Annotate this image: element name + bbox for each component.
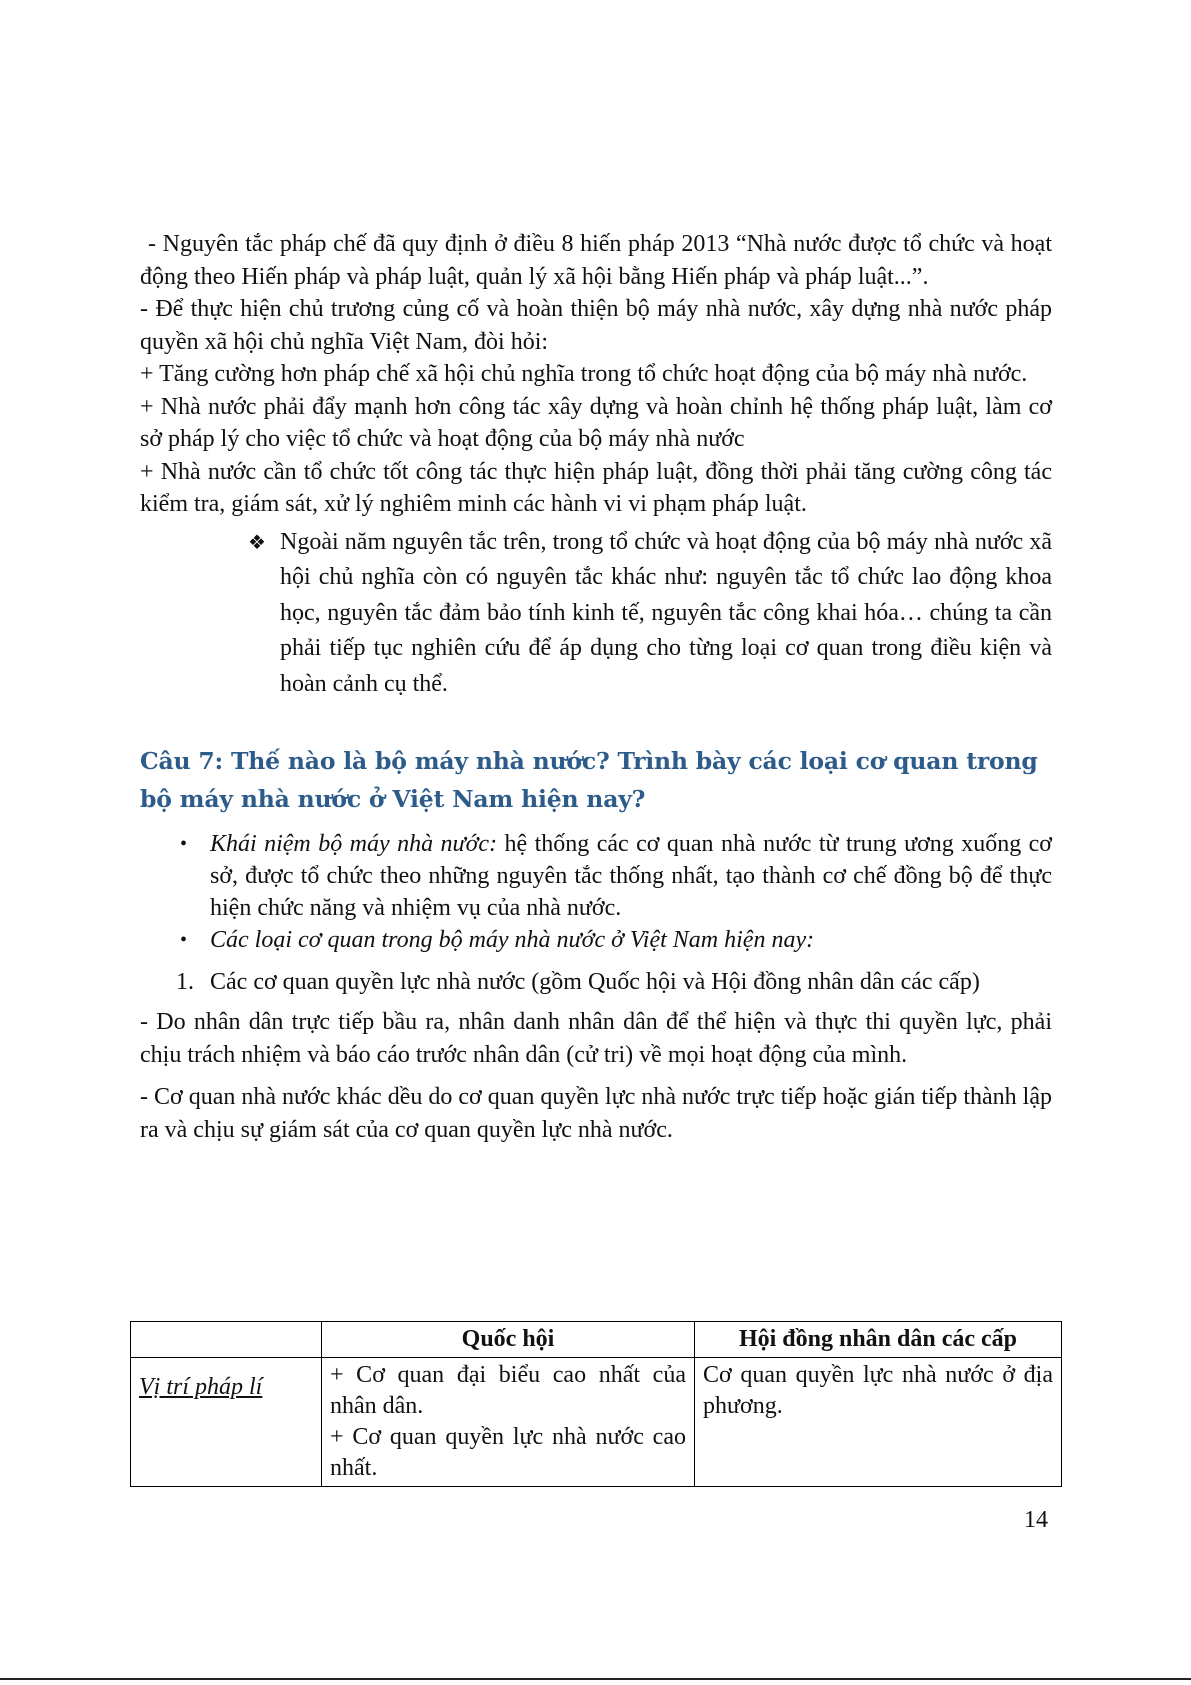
principle-paragraph: + Nhà nước cần tổ chức tốt công tác thực hiện pháp luật, đồng thời phải tăng cường công tác kiểm tra, giám sát, xử lý nghiêm minh các hành vi vi phạm pháp luật. (140, 458, 1052, 517)
quoc-hoi-line: + Cơ quan quyền lực nhà nước cao nhất. (330, 1424, 686, 1481)
other-principles-note (248, 525, 1052, 703)
agency-types-label: Các loại cơ quan trong bộ máy nhà nước ở Việt Nam hiện nay: (210, 927, 815, 953)
comparison-table (130, 1321, 1062, 1487)
other-principles-text: Ngoài năm nguyên tắc trên, trong tổ chức và hoạt động của bộ máy nhà nước xã hội chủ nghĩa còn có nguyên tắc khác như: nguyên tắc tổ chức lao động khoa học, nguyên tắc đảm bảo tính kinh tế, nguyên tắc công khai hóa… chúng ta cần phải tiếp tục nghiên cứu để áp dụng cho từng loại cơ quan trong điều kiện và hoàn cảnh cụ thể. (280, 528, 1052, 697)
hdnd-text: Cơ quan quyền lực nhà nước ở địa phương. (703, 1362, 1053, 1419)
power-agency-paragraph: - Do nhân dân trực tiếp bầu ra, nhân danh nhân dân để thể hiện và thực thi quyền lực, phải chịu trách nhiệm và báo cáo trước nhân dân (cử tri) về mọi hoạt động của mình. (140, 1009, 1052, 1068)
quoc-hoi-cell (322, 1358, 695, 1487)
principle-paragraph: + Nhà nước phải đẩy mạnh hơn công tác xây dựng và hoàn chỉnh hệ thống pháp luật, làm cơ sở pháp lý cho việc tổ chức và hoạt động của bộ máy nhà nước (140, 393, 1052, 452)
diamond-star-icon: ❖ (248, 529, 266, 554)
principle-paragraph: - Nguyên tắc pháp chế đã quy định ở điều 8 hiến pháp 2013 “Nhà nước được tổ chức và hoạt động theo Hiến pháp và pháp luật, quản lý xã hội bằng Hiến pháp và pháp luật...”. (140, 231, 1052, 290)
item-number: 1. (176, 969, 194, 995)
principle-paragraph: - Để thực hiện chủ trương củng cố và hoàn thiện bộ máy nhà nước, xây dựng nhà nước pháp quyền xã hội chủ nghĩa Việt Nam, đòi hỏi: (140, 296, 1052, 355)
table-header-empty (131, 1322, 322, 1358)
quoc-hoi-line: + Cơ quan đại biểu cao nhất của nhân dân. (330, 1362, 686, 1419)
table-header-row (131, 1322, 1062, 1358)
definition-text: hệ thống các cơ quan nhà nước từ trung ương xuống cơ sở, được tổ chức theo những nguyên tắc thống nhất, tạo thành cơ chế đồng bộ để thực hiện chức năng và nhiệm vụ của nhà nước. (210, 831, 1053, 921)
table-header-quoc-hoi: Quốc hội (322, 1322, 695, 1358)
bottom-rule (0, 1678, 1191, 1680)
row-label-cell (131, 1358, 322, 1487)
table-row (131, 1358, 1062, 1487)
hdnd-cell (695, 1358, 1062, 1487)
document-body (140, 228, 1052, 1146)
numbered-item-1 (140, 966, 1052, 998)
page-number: 14 (1024, 1507, 1048, 1533)
bullet-icon: • (180, 833, 188, 855)
table-header-hdnd: Hội đồng nhân dân các cấp (695, 1322, 1062, 1358)
row-label: Vị trí pháp lí (139, 1374, 263, 1400)
bullet-item-definition (140, 828, 1052, 924)
bullet-item-agency-types (140, 924, 1052, 956)
principle-paragraph: + Tăng cường hơn pháp chế xã hội chủ nghĩa trong tổ chức hoạt động của bộ máy nhà nước. (140, 361, 1028, 387)
other-agency-paragraph: - Cơ quan nhà nước khác dều do cơ quan quyền lực nhà nước trực tiếp hoặc gián tiếp thành lập ra và chịu sự giám sát của cơ quan quyền lực nhà nước. (140, 1084, 1052, 1143)
item-text: Các cơ quan quyền lực nhà nước (gồm Quốc hội và Hội đồng nhân dân các cấp) (210, 969, 980, 995)
definition-term: Khái niệm bộ máy nhà nước: (210, 831, 498, 857)
bullet-icon: • (180, 929, 188, 951)
question-7-heading: Câu 7: Thế nào là bộ máy nhà nước? Trình bày các loại cơ quan trong bộ máy nhà nước ở Việt Nam hiện nay? (140, 747, 1038, 813)
